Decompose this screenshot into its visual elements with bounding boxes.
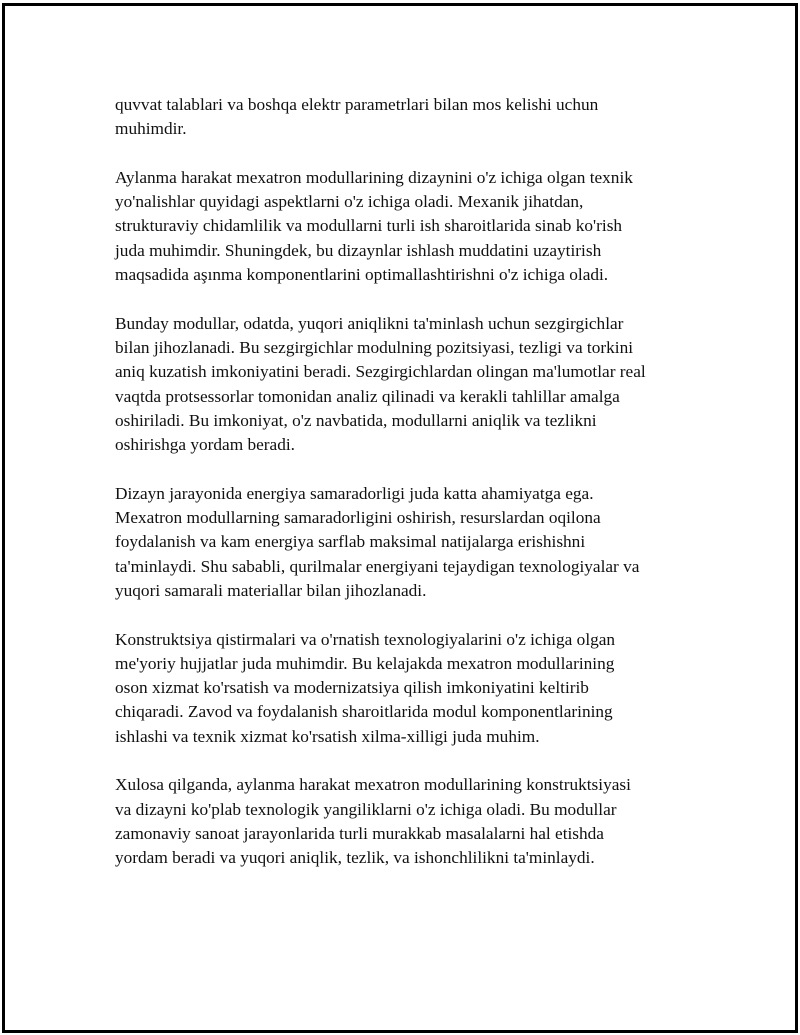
text-line: bilan jihozlanadi. Bu sezgirgichlar modulning pozitsiyasi, tezligi va torkini [115, 337, 634, 357]
text-line: Mexatron modullarning samaradorligini oshirish, resurslardan oqilona [115, 508, 601, 528]
text-line: yo'nalishlar quyidagi aspektlarni o'z ichiga oladi. Mexanik jihatdan, [115, 192, 584, 212]
paragraph [115, 312, 685, 458]
text-line: ishlashi va texnik xizmat ko'rsatish xilma-xilligi juda muhim. [115, 726, 540, 746]
text-line: Konstruktsiya qistirmalari va o'rnatish texnologiyalarini o'z ichiga olgan [115, 629, 616, 649]
text-line: vaqtda protsessorlar tomonidan analiz qilinadi va kerakli tahlillar amalga [115, 386, 620, 406]
paragraph [115, 166, 685, 287]
paragraph [115, 628, 685, 749]
text-line: me'yoriy hujjatlar juda muhimdir. Bu kelajakda mexatron modullarining [115, 653, 615, 673]
text-line: yordam beradi va yuqori aniqlik, tezlik, va ishonchlilikni ta'minlaydi. [115, 848, 595, 868]
text-line: ta'minlaydi. Shu sababli, qurilmalar energiyani tejaydigan texnologiyalar va [115, 556, 640, 576]
text-line: quvvat talablari va boshqa elektr parametrlari bilan mos kelishi uchun [115, 95, 599, 114]
paragraph [115, 773, 685, 870]
text-line: chiqaradi. Zavod va foydalanish sharoitlarida modul komponentlarining [115, 702, 613, 722]
text-line: Aylanma harakat mexatron modullarining dizaynini o'z ichiga olgan texnik [115, 167, 633, 187]
text-line: oshiriladi. Bu imkoniyat, o'z navbatida, modullarni aniqlik va tezlikni [115, 410, 597, 430]
text-line: zamonaviy sanoat jarayonlarida turli murakkab masalalarni hal etishda [115, 823, 604, 843]
text-line: juda muhimdir. Shuningdek, bu dizaynlar ishlash muddatini uzaytirish [115, 240, 602, 260]
text-line: foydalanish va kam energiya sarflab maksimal natijalarga erishishni [115, 532, 586, 552]
document-body [115, 93, 685, 895]
paragraph [115, 482, 685, 603]
text-line: yuqori samarali materiallar bilan jihozlanadi. [115, 580, 427, 600]
paragraph [115, 93, 685, 142]
text-line: muhimdir. [115, 119, 187, 139]
text-line: maqsadida aşınma komponentlarini optimallashtirishni o'z ichiga oladi. [115, 265, 609, 285]
text-line: strukturaviy chidamlilik va modullarni turli ish sharoitlarida sinab ko'rish [115, 216, 623, 236]
text-line: aniq kuzatish imkoniyatini beradi. Sezgirgichlardan olingan ma'lumotlar real [115, 362, 646, 382]
text-line: Xulosa qilganda, aylanma harakat mexatron modullarining konstruktsiyasi [115, 775, 631, 795]
text-line: oshirishga yordam beradi. [115, 435, 295, 455]
text-line: va dizayni ko'plab texnologik yangiliklarni o'z ichiga oladi. Bu modullar [115, 799, 617, 819]
text-line: Bunday modullar, odatda, yuqori aniqlikni ta'minlash uchun sezgirgichlar [115, 313, 624, 333]
text-line: Dizayn jarayonida energiya samaradorligi juda katta ahamiyatga ega. [115, 483, 594, 503]
text-line: oson xizmat ko'rsatish va modernizatsiya qilish imkoniyatini keltirib [115, 678, 589, 698]
